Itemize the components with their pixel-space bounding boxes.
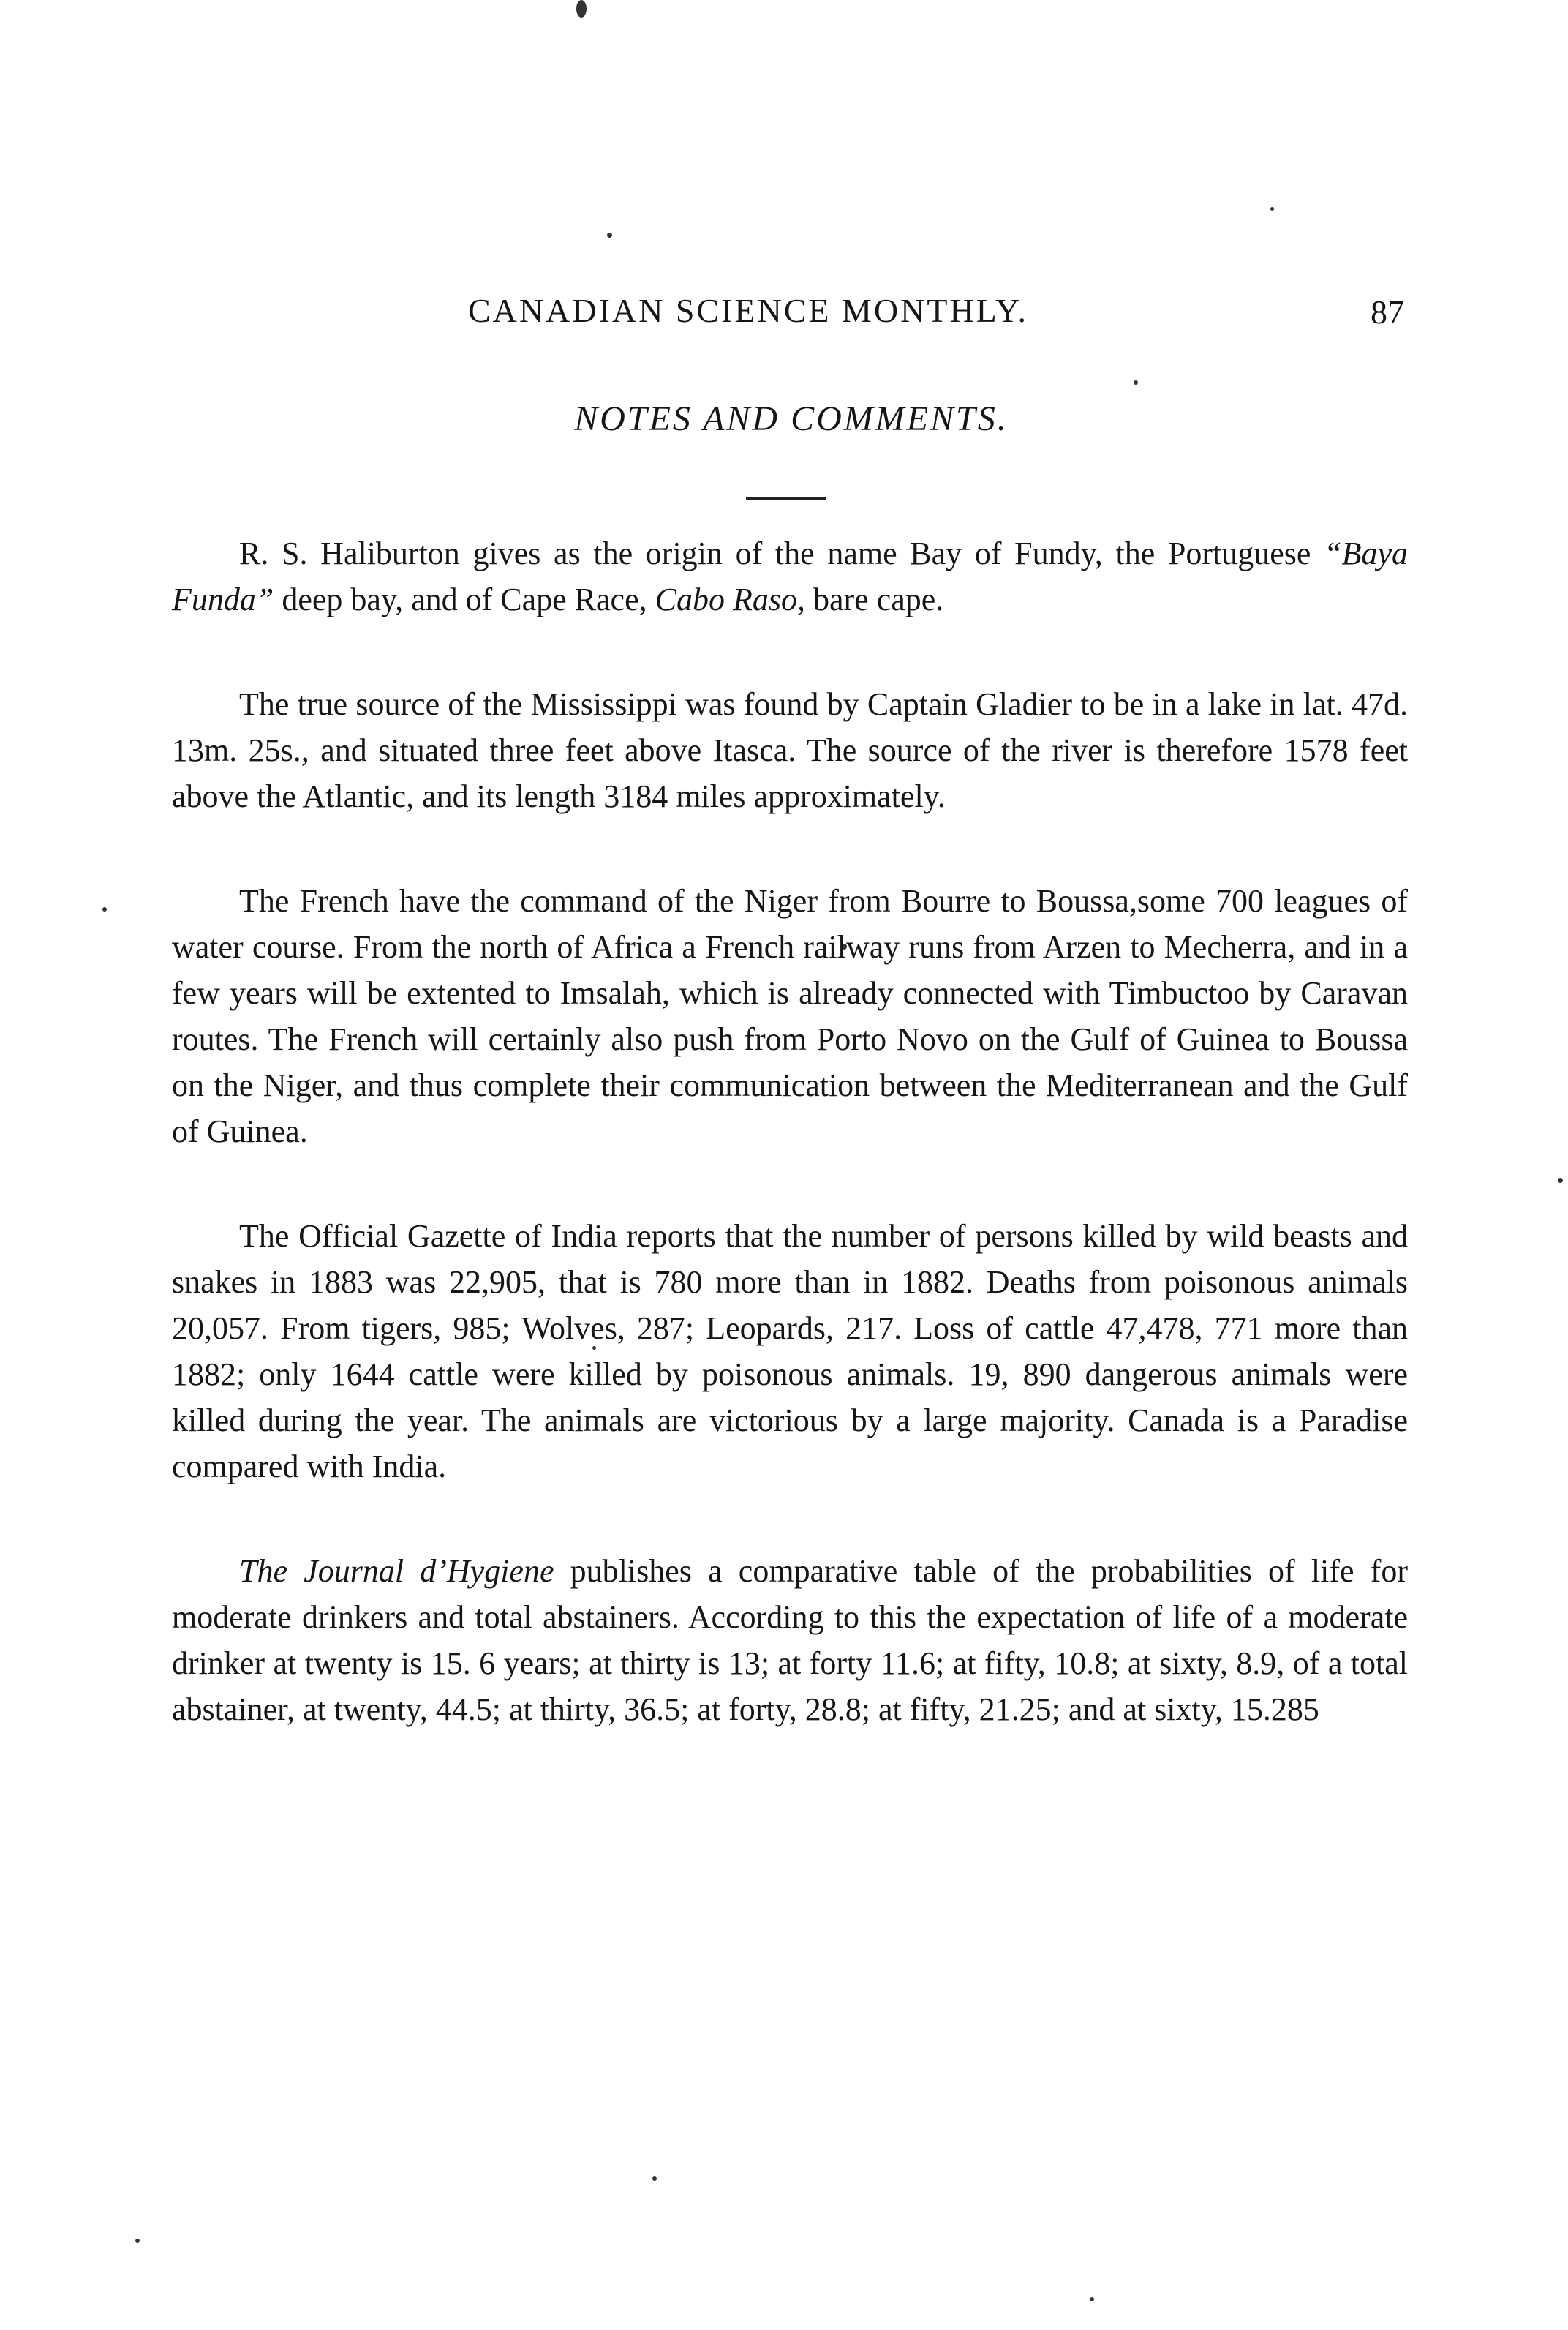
- paragraph-french-niger: The French have the command of the Niger from Bourre to Boussa,some 700 leagues of water course. From the north of Africa a French railway runs from Arzen to Mecherra, and in a few years will be extented to Imsalah, which is already connected with Timbuctoo by Caravan routes. The French will certainly also push from Porto Novo on the Gulf of Guinea to Boussa on the Niger, and thus complete their communication between the Mediterranean and the Gulf of Guinea.: [172, 883, 1408, 1149]
- scan-speck: [1134, 380, 1138, 385]
- paragraph-india-gazette: The Official Gazette of India reports that the number of persons killed by wild beasts and snakes in 1883 was 22,905, that is 780 more than in 1882. Deaths from poisonous animals 20,057. From tigers, 985; Wolves, 287; Leopards, 217. Loss of cattle 47,478, 771 more than 1882; only 1644 cattle were killed by poisonous animals. 19, 890 dangerous animals were killed during the year. The animals are victorious by a large majority. Canada is a Paradise compared with India.: [172, 1218, 1408, 1484]
- italic-phrase: Cabo Raso,: [655, 582, 805, 617]
- scan-speck: [576, 0, 587, 18]
- section-title: NOTES AND COMMENTS.: [574, 399, 1009, 438]
- paragraph-bay-of-fundy: [172, 530, 1408, 623]
- scan-speck: [1270, 207, 1274, 211]
- running-title: CANADIAN SCIENCE MONTHLY.: [468, 292, 1028, 329]
- scan-speck: [135, 2239, 140, 2243]
- page-number: 87: [1371, 293, 1404, 331]
- scan-speck: [607, 233, 612, 238]
- paragraph-text: bare cape.: [804, 582, 944, 617]
- italic-phrase: The Journal d’Hygiene: [239, 1553, 554, 1589]
- paragraph-text: R. S. Haliburton gives as the origin of the name Bay of Fundy, the Portuguese: [239, 535, 1324, 571]
- title-rule: [746, 497, 826, 500]
- paragraph-text: publishes a comparative table of the probabilities of life for moderate drinkers and total abstainers. According to this the expectation of life of a moderate drinker at twenty is 15. 6 years; at thirty is 13; at forty 11.6; at fifty, 10.8; at sixty, 8.9, of a total abstainer, at twenty, 44.5; at thirty, 36.5; at forty, 28.8; at fifty, 21.25; and at sixty, 15.285: [172, 1553, 1409, 1727]
- scan-speck: [652, 2176, 657, 2181]
- scan-speck: [1558, 1178, 1563, 1183]
- paragraph-mississippi: The true source of the Mississippi was found by Captain Gladier to be in a lake in lat. 47d. 13m. 25s., and situated three feet above Itasca. The source of the river is therefore 1578 feet above the Atlantic, and its length 3184 miles approximately.: [172, 686, 1408, 814]
- scan-speck: [1090, 2297, 1094, 2301]
- paragraph-text: deep bay, and of Cape Race,: [274, 582, 655, 617]
- article-body: [172, 530, 1408, 1791]
- scan-speck: [102, 907, 107, 912]
- page-header: [439, 291, 1404, 342]
- paragraph-journal-hygiene: [172, 1548, 1408, 1732]
- italic-phrase: “Baya Funda”: [172, 535, 1408, 617]
